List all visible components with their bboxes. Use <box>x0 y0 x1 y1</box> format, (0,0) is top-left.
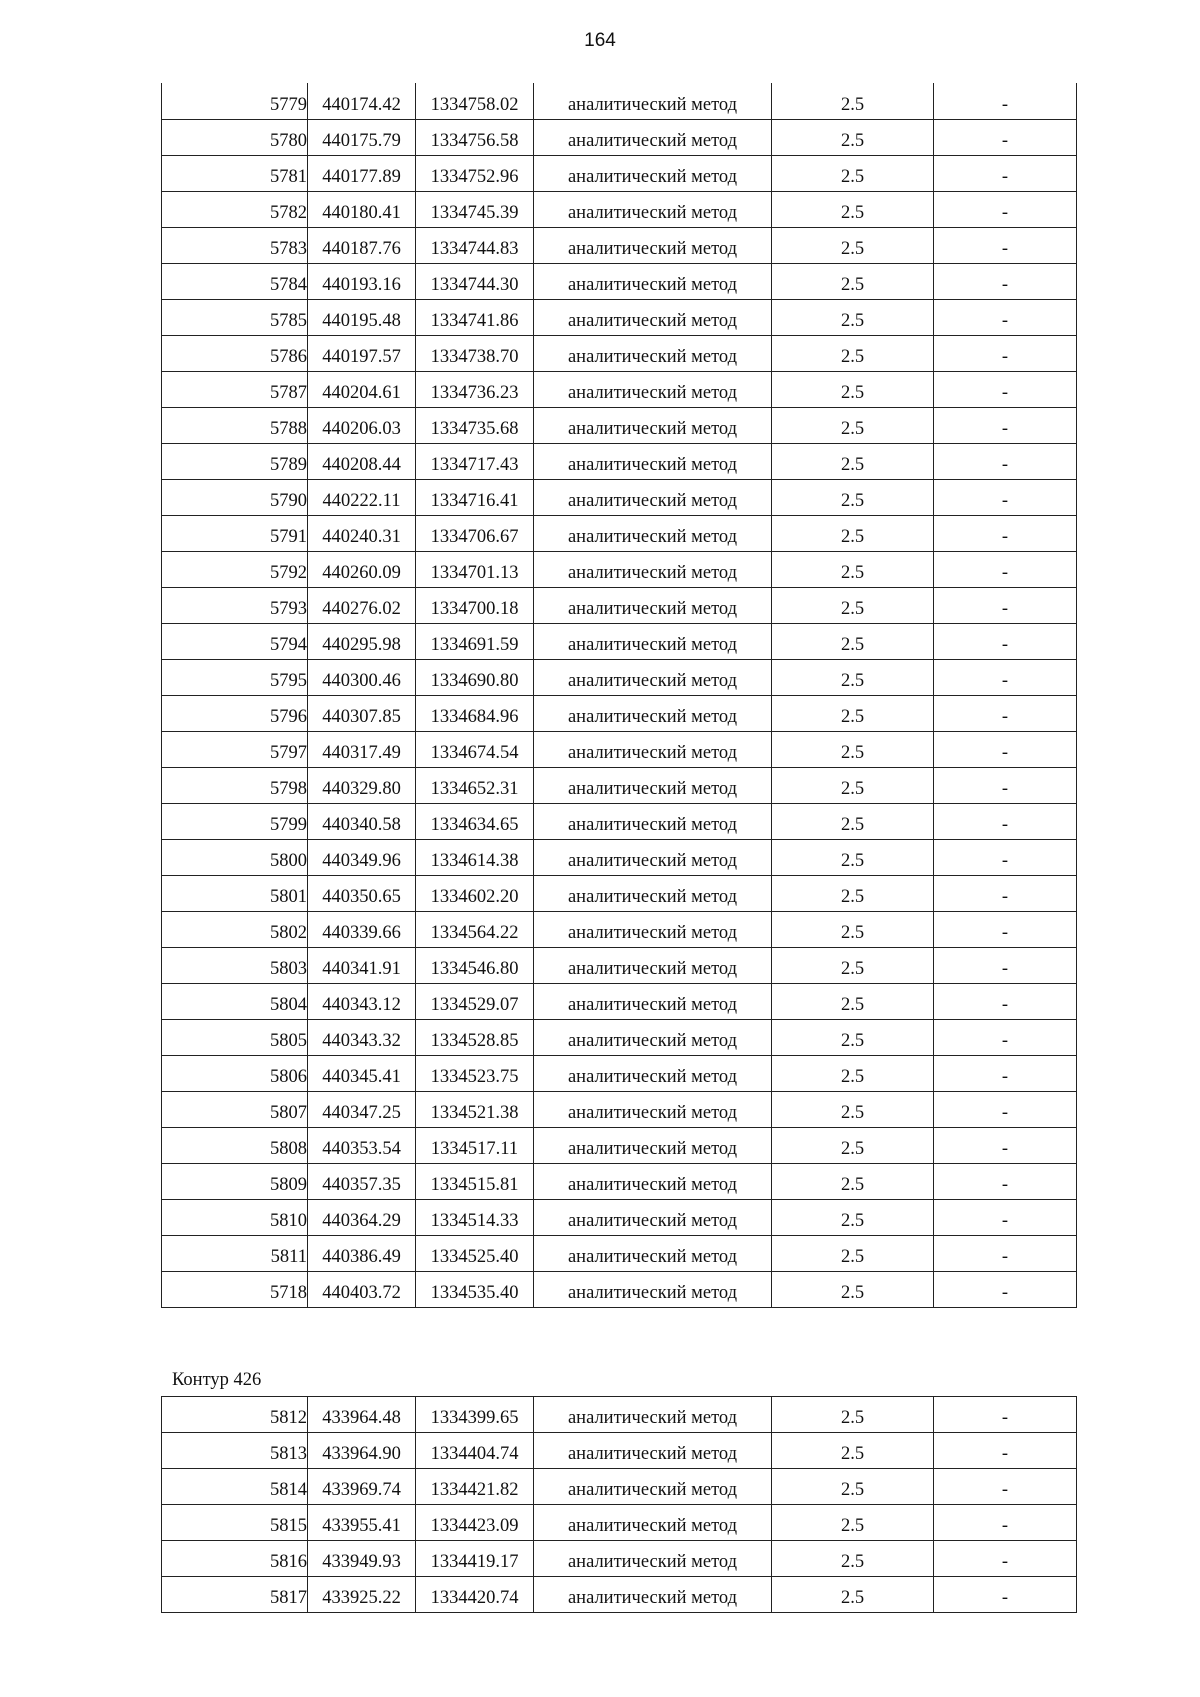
point-number-cell: 5802 <box>162 911 308 947</box>
x-coordinate-cell: 433925.22 <box>308 1577 416 1613</box>
accuracy-cell: 2.5 <box>772 1433 934 1469</box>
accuracy-cell: 2.5 <box>772 479 934 515</box>
x-coordinate-cell: 440195.48 <box>308 299 416 335</box>
table-row <box>162 1577 1077 1613</box>
accuracy-cell: 2.5 <box>772 263 934 299</box>
accuracy-cell: 2.5 <box>772 227 934 263</box>
extra-cell: - <box>934 767 1077 803</box>
y-coordinate-cell: 1334399.65 <box>416 1397 534 1433</box>
point-number-cell: 5780 <box>162 119 308 155</box>
x-coordinate-cell: 440175.79 <box>308 119 416 155</box>
method-cell: аналитический метод <box>534 1163 772 1199</box>
method-cell: аналитический метод <box>534 1505 772 1541</box>
method-cell: аналитический метод <box>534 155 772 191</box>
method-cell: аналитический метод <box>534 1127 772 1163</box>
extra-cell: - <box>934 659 1077 695</box>
y-coordinate-cell: 1334421.82 <box>416 1469 534 1505</box>
accuracy-cell: 2.5 <box>772 947 934 983</box>
method-cell: аналитический метод <box>534 335 772 371</box>
x-coordinate-cell: 440260.09 <box>308 551 416 587</box>
extra-cell: - <box>934 1397 1077 1433</box>
extra-cell: - <box>934 1577 1077 1613</box>
method-cell: аналитический метод <box>534 731 772 767</box>
accuracy-cell: 2.5 <box>772 1469 934 1505</box>
extra-cell: - <box>934 1055 1077 1091</box>
y-coordinate-cell: 1334752.96 <box>416 155 534 191</box>
point-number-cell: 5795 <box>162 659 308 695</box>
point-number-cell: 5792 <box>162 551 308 587</box>
y-coordinate-cell: 1334738.70 <box>416 335 534 371</box>
y-coordinate-cell: 1334674.54 <box>416 731 534 767</box>
table-row <box>162 479 1077 515</box>
extra-cell: - <box>934 695 1077 731</box>
method-cell: аналитический метод <box>534 1541 772 1577</box>
contour-426-table <box>161 1396 1077 1613</box>
y-coordinate-cell: 1334419.17 <box>416 1541 534 1577</box>
point-number-cell: 5783 <box>162 227 308 263</box>
x-coordinate-cell: 440177.89 <box>308 155 416 191</box>
extra-cell: - <box>934 551 1077 587</box>
x-coordinate-cell: 433969.74 <box>308 1469 416 1505</box>
y-coordinate-cell: 1334528.85 <box>416 1019 534 1055</box>
method-cell: аналитический метод <box>534 1577 772 1613</box>
point-number-cell: 5808 <box>162 1127 308 1163</box>
table-row <box>162 1163 1077 1199</box>
extra-cell: - <box>934 407 1077 443</box>
accuracy-cell: 2.5 <box>772 623 934 659</box>
table-row <box>162 983 1077 1019</box>
method-cell: аналитический метод <box>534 659 772 695</box>
y-coordinate-cell: 1334420.74 <box>416 1577 534 1613</box>
accuracy-cell: 2.5 <box>772 731 934 767</box>
point-number-cell: 5787 <box>162 371 308 407</box>
y-coordinate-cell: 1334634.65 <box>416 803 534 839</box>
y-coordinate-cell: 1334717.43 <box>416 443 534 479</box>
method-cell: аналитический метод <box>534 623 772 659</box>
x-coordinate-cell: 440197.57 <box>308 335 416 371</box>
point-number-cell: 5785 <box>162 299 308 335</box>
y-coordinate-cell: 1334523.75 <box>416 1055 534 1091</box>
point-number-cell: 5793 <box>162 587 308 623</box>
method-cell: аналитический метод <box>534 263 772 299</box>
method-cell: аналитический метод <box>534 299 772 335</box>
y-coordinate-cell: 1334735.68 <box>416 407 534 443</box>
extra-cell: - <box>934 731 1077 767</box>
y-coordinate-cell: 1334546.80 <box>416 947 534 983</box>
method-cell: аналитический метод <box>534 1055 772 1091</box>
point-number-cell: 5803 <box>162 947 308 983</box>
x-coordinate-cell: 440240.31 <box>308 515 416 551</box>
table-row <box>162 371 1077 407</box>
y-coordinate-cell: 1334690.80 <box>416 659 534 695</box>
method-cell: аналитический метод <box>534 1091 772 1127</box>
table-row <box>162 407 1077 443</box>
extra-cell: - <box>934 983 1077 1019</box>
x-coordinate-cell: 440276.02 <box>308 587 416 623</box>
method-cell: аналитический метод <box>534 1469 772 1505</box>
method-cell: аналитический метод <box>534 479 772 515</box>
x-coordinate-cell: 440349.96 <box>308 839 416 875</box>
coordinates-table-body <box>162 83 1077 1307</box>
contour-426-table-body <box>162 1397 1077 1613</box>
extra-cell: - <box>934 1163 1077 1199</box>
y-coordinate-cell: 1334716.41 <box>416 479 534 515</box>
x-coordinate-cell: 440180.41 <box>308 191 416 227</box>
table-row <box>162 1505 1077 1541</box>
accuracy-cell: 2.5 <box>772 335 934 371</box>
point-number-cell: 5788 <box>162 407 308 443</box>
y-coordinate-cell: 1334423.09 <box>416 1505 534 1541</box>
method-cell: аналитический метод <box>534 1397 772 1433</box>
extra-cell: - <box>934 1127 1077 1163</box>
method-cell: аналитический метод <box>534 515 772 551</box>
table-row <box>162 1199 1077 1235</box>
x-coordinate-cell: 433964.90 <box>308 1433 416 1469</box>
accuracy-cell: 2.5 <box>772 1541 934 1577</box>
extra-cell: - <box>934 623 1077 659</box>
point-number-cell: 5811 <box>162 1235 308 1271</box>
y-coordinate-cell: 1334404.74 <box>416 1433 534 1469</box>
method-cell: аналитический метод <box>534 551 772 587</box>
x-coordinate-cell: 440317.49 <box>308 731 416 767</box>
point-number-cell: 5790 <box>162 479 308 515</box>
table-row <box>162 1019 1077 1055</box>
method-cell: аналитический метод <box>534 983 772 1019</box>
accuracy-cell: 2.5 <box>772 1019 934 1055</box>
point-number-cell: 5809 <box>162 1163 308 1199</box>
point-number-cell: 5786 <box>162 335 308 371</box>
x-coordinate-cell: 433955.41 <box>308 1505 416 1541</box>
y-coordinate-cell: 1334684.96 <box>416 695 534 731</box>
accuracy-cell: 2.5 <box>772 515 934 551</box>
method-cell: аналитический метод <box>534 1433 772 1469</box>
y-coordinate-cell: 1334700.18 <box>416 587 534 623</box>
x-coordinate-cell: 440329.80 <box>308 767 416 803</box>
accuracy-cell: 2.5 <box>772 551 934 587</box>
table-row <box>162 1127 1077 1163</box>
page-number: 164 <box>584 30 616 51</box>
table-row <box>162 263 1077 299</box>
extra-cell: - <box>934 839 1077 875</box>
point-number-cell: 5791 <box>162 515 308 551</box>
extra-cell: - <box>934 335 1077 371</box>
accuracy-cell: 2.5 <box>772 371 934 407</box>
x-coordinate-cell: 440204.61 <box>308 371 416 407</box>
accuracy-cell: 2.5 <box>772 839 934 875</box>
extra-cell: - <box>934 911 1077 947</box>
table-row <box>162 695 1077 731</box>
point-number-cell: 5804 <box>162 983 308 1019</box>
point-number-cell: 5806 <box>162 1055 308 1091</box>
table-row <box>162 1055 1077 1091</box>
x-coordinate-cell: 440350.65 <box>308 875 416 911</box>
x-coordinate-cell: 440364.29 <box>308 1199 416 1235</box>
table-row <box>162 659 1077 695</box>
extra-cell: - <box>934 947 1077 983</box>
point-number-cell: 5816 <box>162 1541 308 1577</box>
y-coordinate-cell: 1334745.39 <box>416 191 534 227</box>
table-row <box>162 1235 1077 1271</box>
point-number-cell: 5814 <box>162 1469 308 1505</box>
extra-cell: - <box>934 227 1077 263</box>
point-number-cell: 5789 <box>162 443 308 479</box>
point-number-cell: 5807 <box>162 1091 308 1127</box>
table-row <box>162 767 1077 803</box>
point-number-cell: 5801 <box>162 875 308 911</box>
method-cell: аналитический метод <box>534 1235 772 1271</box>
accuracy-cell: 2.5 <box>772 911 934 947</box>
extra-cell: - <box>934 299 1077 335</box>
point-number-cell: 5810 <box>162 1199 308 1235</box>
table-row <box>162 803 1077 839</box>
method-cell: аналитический метод <box>534 947 772 983</box>
x-coordinate-cell: 440295.98 <box>308 623 416 659</box>
point-number-cell: 5817 <box>162 1577 308 1613</box>
accuracy-cell: 2.5 <box>772 1199 934 1235</box>
extra-cell: - <box>934 1019 1077 1055</box>
y-coordinate-cell: 1334756.58 <box>416 119 534 155</box>
point-number-cell: 5794 <box>162 623 308 659</box>
point-number-cell: 5800 <box>162 839 308 875</box>
y-coordinate-cell: 1334514.33 <box>416 1199 534 1235</box>
x-coordinate-cell: 440300.46 <box>308 659 416 695</box>
point-number-cell: 5779 <box>162 83 308 119</box>
extra-cell: - <box>934 479 1077 515</box>
table-row <box>162 299 1077 335</box>
x-coordinate-cell: 440206.03 <box>308 407 416 443</box>
table-row <box>162 551 1077 587</box>
table-row <box>162 1433 1077 1469</box>
extra-cell: - <box>934 1505 1077 1541</box>
extra-cell: - <box>934 1469 1077 1505</box>
point-number-cell: 5797 <box>162 731 308 767</box>
extra-cell: - <box>934 1091 1077 1127</box>
point-number-cell: 5812 <box>162 1397 308 1433</box>
point-number-cell: 5796 <box>162 695 308 731</box>
accuracy-cell: 2.5 <box>772 1271 934 1307</box>
extra-cell: - <box>934 1271 1077 1307</box>
y-coordinate-cell: 1334529.07 <box>416 983 534 1019</box>
accuracy-cell: 2.5 <box>772 1091 934 1127</box>
point-number-cell: 5815 <box>162 1505 308 1541</box>
extra-cell: - <box>934 263 1077 299</box>
extra-cell: - <box>934 1541 1077 1577</box>
extra-cell: - <box>934 1235 1077 1271</box>
y-coordinate-cell: 1334535.40 <box>416 1271 534 1307</box>
table-row <box>162 911 1077 947</box>
table-row <box>162 119 1077 155</box>
y-coordinate-cell: 1334521.38 <box>416 1091 534 1127</box>
table-row <box>162 1541 1077 1577</box>
method-cell: аналитический метод <box>534 407 772 443</box>
table-row <box>162 839 1077 875</box>
extra-cell: - <box>934 119 1077 155</box>
accuracy-cell: 2.5 <box>772 1505 934 1541</box>
point-number-cell: 5813 <box>162 1433 308 1469</box>
method-cell: аналитический метод <box>534 875 772 911</box>
y-coordinate-cell: 1334515.81 <box>416 1163 534 1199</box>
x-coordinate-cell: 440208.44 <box>308 443 416 479</box>
coordinates-table <box>161 83 1077 1308</box>
y-coordinate-cell: 1334736.23 <box>416 371 534 407</box>
point-number-cell: 5781 <box>162 155 308 191</box>
y-coordinate-cell: 1334517.11 <box>416 1127 534 1163</box>
x-coordinate-cell: 433949.93 <box>308 1541 416 1577</box>
method-cell: аналитический метод <box>534 227 772 263</box>
method-cell: аналитический метод <box>534 587 772 623</box>
extra-cell: - <box>934 515 1077 551</box>
extra-cell: - <box>934 191 1077 227</box>
method-cell: аналитический метод <box>534 695 772 731</box>
accuracy-cell: 2.5 <box>772 587 934 623</box>
table-row <box>162 335 1077 371</box>
accuracy-cell: 2.5 <box>772 443 934 479</box>
method-cell: аналитический метод <box>534 443 772 479</box>
table-row <box>162 1469 1077 1505</box>
extra-cell: - <box>934 443 1077 479</box>
x-coordinate-cell: 440174.42 <box>308 83 416 119</box>
contour-label: Контур 426 <box>172 1370 262 1390</box>
x-coordinate-cell: 440347.25 <box>308 1091 416 1127</box>
table-row <box>162 731 1077 767</box>
extra-cell: - <box>934 875 1077 911</box>
method-cell: аналитический метод <box>534 1271 772 1307</box>
table-row <box>162 83 1077 119</box>
y-coordinate-cell: 1334614.38 <box>416 839 534 875</box>
extra-cell: - <box>934 1199 1077 1235</box>
accuracy-cell: 2.5 <box>772 191 934 227</box>
extra-cell: - <box>934 803 1077 839</box>
accuracy-cell: 2.5 <box>772 695 934 731</box>
accuracy-cell: 2.5 <box>772 155 934 191</box>
accuracy-cell: 2.5 <box>772 119 934 155</box>
point-number-cell: 5805 <box>162 1019 308 1055</box>
method-cell: аналитический метод <box>534 911 772 947</box>
table-row <box>162 587 1077 623</box>
method-cell: аналитический метод <box>534 83 772 119</box>
extra-cell: - <box>934 1433 1077 1469</box>
x-coordinate-cell: 440357.35 <box>308 1163 416 1199</box>
point-number-cell: 5799 <box>162 803 308 839</box>
accuracy-cell: 2.5 <box>772 767 934 803</box>
y-coordinate-cell: 1334652.31 <box>416 767 534 803</box>
x-coordinate-cell: 440343.32 <box>308 1019 416 1055</box>
table-row <box>162 443 1077 479</box>
method-cell: аналитический метод <box>534 119 772 155</box>
accuracy-cell: 2.5 <box>772 407 934 443</box>
extra-cell: - <box>934 587 1077 623</box>
y-coordinate-cell: 1334744.30 <box>416 263 534 299</box>
y-coordinate-cell: 1334706.67 <box>416 515 534 551</box>
x-coordinate-cell: 440386.49 <box>308 1235 416 1271</box>
x-coordinate-cell: 440403.72 <box>308 1271 416 1307</box>
point-number-cell: 5784 <box>162 263 308 299</box>
accuracy-cell: 2.5 <box>772 1127 934 1163</box>
y-coordinate-cell: 1334602.20 <box>416 875 534 911</box>
extra-cell: - <box>934 155 1077 191</box>
point-number-cell: 5782 <box>162 191 308 227</box>
y-coordinate-cell: 1334525.40 <box>416 1235 534 1271</box>
table-row <box>162 623 1077 659</box>
table-row <box>162 155 1077 191</box>
y-coordinate-cell: 1334744.83 <box>416 227 534 263</box>
extra-cell: - <box>934 371 1077 407</box>
y-coordinate-cell: 1334701.13 <box>416 551 534 587</box>
accuracy-cell: 2.5 <box>772 1163 934 1199</box>
accuracy-cell: 2.5 <box>772 1055 934 1091</box>
accuracy-cell: 2.5 <box>772 659 934 695</box>
accuracy-cell: 2.5 <box>772 299 934 335</box>
accuracy-cell: 2.5 <box>772 83 934 119</box>
method-cell: аналитический метод <box>534 1019 772 1055</box>
x-coordinate-cell: 440340.58 <box>308 803 416 839</box>
method-cell: аналитический метод <box>534 371 772 407</box>
table-row <box>162 1091 1077 1127</box>
x-coordinate-cell: 433964.48 <box>308 1397 416 1433</box>
method-cell: аналитический метод <box>534 1199 772 1235</box>
extra-cell: - <box>934 83 1077 119</box>
x-coordinate-cell: 440187.76 <box>308 227 416 263</box>
x-coordinate-cell: 440353.54 <box>308 1127 416 1163</box>
x-coordinate-cell: 440345.41 <box>308 1055 416 1091</box>
x-coordinate-cell: 440339.66 <box>308 911 416 947</box>
point-number-cell: 5718 <box>162 1271 308 1307</box>
table-row <box>162 875 1077 911</box>
y-coordinate-cell: 1334564.22 <box>416 911 534 947</box>
method-cell: аналитический метод <box>534 839 772 875</box>
accuracy-cell: 2.5 <box>772 875 934 911</box>
accuracy-cell: 2.5 <box>772 1397 934 1433</box>
x-coordinate-cell: 440341.91 <box>308 947 416 983</box>
table-row <box>162 1271 1077 1307</box>
accuracy-cell: 2.5 <box>772 983 934 1019</box>
x-coordinate-cell: 440222.11 <box>308 479 416 515</box>
x-coordinate-cell: 440307.85 <box>308 695 416 731</box>
y-coordinate-cell: 1334741.86 <box>416 299 534 335</box>
table-row <box>162 1397 1077 1433</box>
y-coordinate-cell: 1334758.02 <box>416 83 534 119</box>
table-row <box>162 515 1077 551</box>
x-coordinate-cell: 440343.12 <box>308 983 416 1019</box>
table-row <box>162 947 1077 983</box>
accuracy-cell: 2.5 <box>772 1577 934 1613</box>
y-coordinate-cell: 1334691.59 <box>416 623 534 659</box>
point-number-cell: 5798 <box>162 767 308 803</box>
method-cell: аналитический метод <box>534 767 772 803</box>
accuracy-cell: 2.5 <box>772 803 934 839</box>
table-row <box>162 227 1077 263</box>
method-cell: аналитический метод <box>534 803 772 839</box>
x-coordinate-cell: 440193.16 <box>308 263 416 299</box>
method-cell: аналитический метод <box>534 191 772 227</box>
accuracy-cell: 2.5 <box>772 1235 934 1271</box>
table-row <box>162 191 1077 227</box>
